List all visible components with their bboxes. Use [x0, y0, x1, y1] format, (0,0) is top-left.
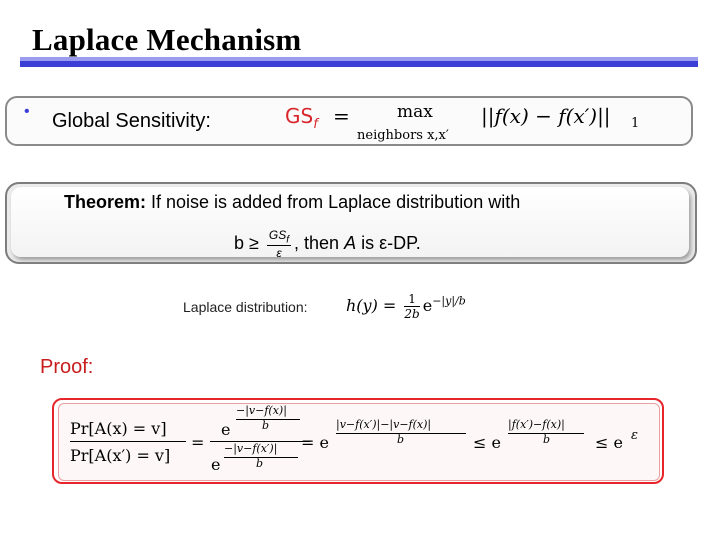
laplace-formula: [346, 292, 466, 321]
laplace-label: Laplace distribution:: [183, 299, 308, 315]
theorem-line-1-text: If noise is added from Laplace distribution with: [146, 192, 521, 212]
proof-le-1: ≤ e: [473, 433, 501, 452]
theorem-head: Theorem:: [64, 192, 147, 212]
gs-symbol: $GS_f$: [285, 104, 318, 132]
proof-le-2: ≤ e: [595, 433, 623, 452]
sensitivity-label: Global Sensitivity:: [52, 110, 211, 132]
proof-t2-exp-num: |v−f(x′)|−|v−f(x)|: [336, 418, 432, 431]
laplace-frac-den: 2b: [404, 307, 420, 321]
proof-equals-1: =: [191, 433, 205, 452]
theorem-mechanism: A: [344, 232, 357, 253]
theorem-frac-num: GS: [268, 228, 287, 242]
laplace-exponent: −|y|/b: [432, 294, 466, 308]
gs-norm-subscript: 1: [631, 116, 640, 131]
proof-label: Proof:: [40, 356, 94, 378]
gs-equals: =: [333, 104, 350, 128]
theorem-b-bound: b ≥: [234, 232, 259, 253]
slide-title: Laplace Mechanism: [32, 22, 302, 57]
proof-e-num-exp-num: −|v−f(x)|: [236, 404, 287, 417]
gs-norm-expression: ||f(x) − f(x′)||: [481, 104, 611, 128]
proof-e-num: e: [221, 420, 231, 439]
theorem-line-2: [234, 228, 421, 260]
proof-pr-numerator: Pr[A(x) = v]: [70, 419, 167, 438]
title-underline: [20, 61, 698, 67]
gs-max-subscript: neighbors x,x′: [357, 128, 449, 143]
proof-pr-denominator: Pr[A(x′) = v]: [70, 446, 171, 465]
proof-e-den-exp-den: b: [256, 457, 264, 470]
theorem-then: , then: [294, 232, 345, 253]
laplace-lhs: h(y) =: [346, 296, 397, 315]
laplace-fraction: [404, 292, 419, 321]
theorem-frac-den: ε: [276, 246, 282, 261]
proof-frac-line-1: [70, 441, 186, 442]
proof-e-num-exp-den: b: [262, 419, 270, 432]
sensitivity-formula: [285, 102, 665, 146]
proof-t3-exp-den: b: [543, 433, 551, 446]
proof-e-den-exp-num: −|v−f(x′)|: [224, 442, 278, 455]
laplace-frac-num: 1: [404, 292, 419, 307]
theorem-frac-num-sub: f: [286, 234, 290, 246]
proof-t4-exp: ε: [631, 428, 638, 443]
gs-max: max: [397, 102, 433, 122]
proof-equals-2: = e: [301, 433, 329, 452]
proof-box-inner: [58, 403, 660, 481]
proof-e-den: e: [211, 455, 221, 474]
proof-t2-exp-den: b: [397, 433, 405, 446]
theorem-conclusion: is ε-DP.: [356, 232, 421, 253]
bullet-icon: •: [24, 103, 30, 120]
theorem-line-1: [64, 192, 520, 213]
laplace-base: e: [422, 296, 433, 315]
proof-t3-exp-num: |f(x′)−f(x)|: [508, 418, 565, 431]
theorem-fraction: [267, 228, 291, 260]
